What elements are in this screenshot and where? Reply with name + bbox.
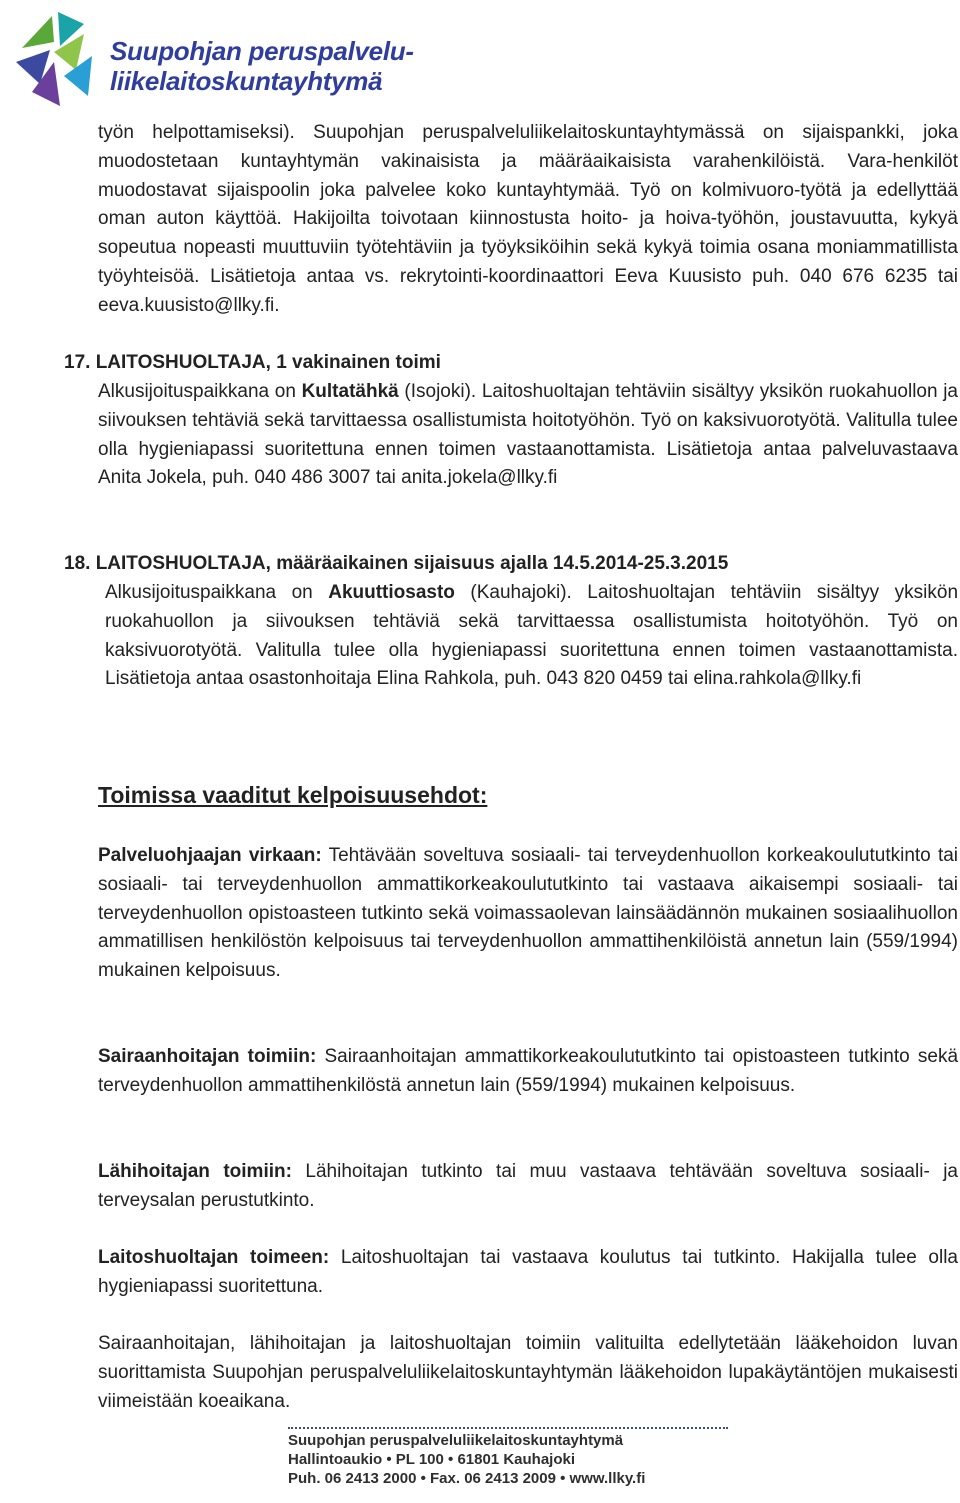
laitoshuoltaja-text: Laitoshuoltajan tai vastaava koulutus tai tutkinto. Hakijalla tulee olla hygieniapassi suoritettuna. bbox=[98, 1247, 959, 1297]
lahihoitaja-paragraph bbox=[98, 1158, 958, 1216]
logo-mark-icon bbox=[14, 10, 110, 110]
item-18-text: (Kauhajoki). Laitoshuoltajan tehtäviin sisältyy yksikön ruokahuollon ja siivouksen tehtäviä sekä tarvittaessa osallistumista hoitotyöhön. Työ on kaksivuorotyötä. Valitulla tulee olla hygieniapassi suoritettuna ennen toimen vastaanottamista. Lisätietoja antaa osastonhoitaja Elina Rahkola, puh. 043 820 0459 tai elina.rahkola@llky.fi bbox=[105, 582, 959, 690]
item-17-place: Kultatähkä bbox=[301, 381, 399, 402]
header-logo bbox=[14, 10, 434, 110]
palveluohjaaja-paragraph bbox=[98, 842, 958, 986]
palveluohjaaja-text: Tehtävään soveltuva sosiaali- tai terveydenhuollon korkeakoulututkinto tai sosiaali- tai terveydenhuollon ammattikorkeakoulututkinto tai vastaava aikaisempi sosiaali- tai terveydenhuollon opistoasteen tutkinto sekä voimassaolevan lainsäädännön mukainen sosiaalihuollon ammatillisen henkilöstön kelpoisuus tai terveydenhuollon ammattihenkilöistä annetun lain (559/1994) mukainen kelpoisuus. bbox=[98, 845, 959, 982]
logo-line-1: Suupohjan peruspalvelu- bbox=[110, 36, 414, 66]
item-18-place: Akuuttiosasto bbox=[328, 582, 455, 603]
lahihoitaja-text: Lähihoitajan tutkinto tai muu vastaava tehtävään soveltuva sosiaali- ja terveysalan perustutkinto. bbox=[98, 1161, 959, 1211]
item-18-number: 18. bbox=[64, 553, 91, 574]
item-18-title: LAITOSHUOLTAJA, määräaikainen sijaisuus ajalla 14.5.2014-25.3.2015 bbox=[95, 553, 729, 574]
item-17-body bbox=[98, 378, 958, 493]
item-18-lead: Alkusijoituspaikkana on bbox=[105, 582, 313, 603]
item-18-title-row bbox=[64, 550, 728, 579]
footer-contact: Puh. 06 2413 2000 • Fax. 06 2413 2009 • www.llky.fi bbox=[288, 1470, 646, 1487]
item-17-lead: Alkusijoituspaikkana on bbox=[98, 381, 296, 402]
closing-paragraph bbox=[98, 1330, 958, 1416]
sairaanhoitaja-paragraph bbox=[98, 1043, 958, 1101]
palveluohjaaja-label: Palveluohjaajan virkaan: bbox=[98, 845, 322, 866]
sairaanhoitaja-label: Sairaanhoitajan toimiin: bbox=[98, 1046, 317, 1067]
footer-org-name: Suupohjan peruspalveluliikelaitoskuntayhtymä bbox=[288, 1432, 624, 1449]
qualifications-heading: Toimissa vaaditut kelpoisuusehdot: bbox=[98, 782, 488, 808]
lahihoitaja-label: Lähihoitajan toimiin: bbox=[98, 1161, 292, 1182]
footer-divider bbox=[288, 1427, 728, 1429]
laitoshuoltaja-label: Laitoshuoltajan toimeen: bbox=[98, 1247, 330, 1268]
item-17-title-row bbox=[64, 349, 441, 378]
laitoshuoltaja-paragraph bbox=[98, 1244, 958, 1302]
logo-line-2: liikelaitoskuntayhtymä bbox=[110, 66, 383, 96]
closing-text: Sairaanhoitajan, lähihoitajan ja laitoshuoltajan toimiin valituilta edellytetään lääkehoidon luvan suorittamista Suupohjan peruspalveluliikelaitoskuntayhtymän lääkehoidon lupakäytäntöjen mukaisesti viimeistään koeaikana. bbox=[98, 1333, 958, 1412]
sairaanhoitaja-text: Sairaanhoitajan ammattikorkeakoulututkinto tai opistoasteen tutkinto sekä terveydenhuollon ammattihenkilöstä annetun lain (559/1994) mukainen kelpoisuus. bbox=[98, 1046, 959, 1096]
footer-address: Hallintoaukio • PL 100 • 61801 Kauhajoki bbox=[288, 1451, 575, 1468]
item-18-body bbox=[105, 579, 958, 694]
logo-text bbox=[110, 36, 414, 96]
item-17-title: LAITOSHUOLTAJA, 1 vakinainen toimi bbox=[95, 352, 441, 373]
intro-text: työn helpottamiseksi). Suupohjan peruspalveluliikelaitoskuntayhtymässä on sijaispankki, joka muodostetaan kuntayhtymän vakinaisista ja määräaikaisista varahenkilöistä. Vara-henkilöt muodostavat sijaispoolin joka palvelee koko kuntayhtymää. Työ on kolmivuoro-työtä ja edellyttää oman auton käyttöä. Hakijoilta toivotaan kiinnostusta hoito- ja hoiva-työhön, joustavuutta, kykyä sopeutua nopeasti muuttuviin työtehtäviin ja työyksiköihin sekä kykyä toimia osana moniammatillista työyhteisöä. Lisätietoja antaa vs. rekrytointi-koordinaattori Eeva Kuusisto puh. 040 676 6235 tai eeva.kuusisto@llky.fi. bbox=[98, 122, 958, 316]
footer bbox=[288, 1427, 748, 1488]
intro-paragraph bbox=[98, 119, 958, 321]
item-17-text: (Isojoki). Laitoshuoltajan tehtäviin sisältyy yksikön ruokahuollon ja siivouksen tehtäviä sekä tarvittaessa osallistumista hoitotyöhön. Työ on kaksivuorotyötä. Valitulla tulee olla hygieniapassi suoritettuna ennen toimen vastaanottamista. Lisätietoja antaa palveluvastaava Anita Jokela, puh. 040 486 3007 tai anita.jokela@llky.fi bbox=[98, 381, 959, 489]
item-17-number: 17. bbox=[64, 352, 91, 373]
